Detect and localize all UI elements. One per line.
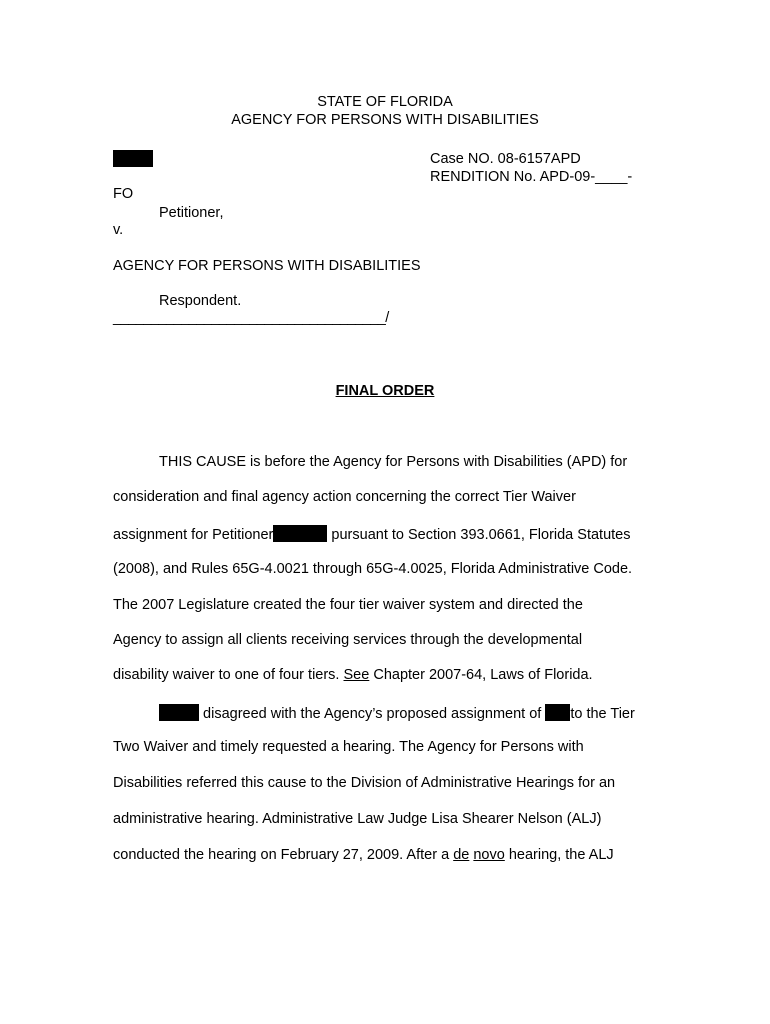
page-title: FINAL ORDER [335, 383, 435, 399]
body-line-7-end: Chapter 2007-64, Laws of Florida. [369, 667, 593, 683]
body-line-8 [159, 704, 635, 722]
body-line-12-start: conducted the hearing on February 27, 2009. After a [113, 847, 454, 863]
redaction-party-1 [159, 704, 199, 721]
body-line-7 [113, 667, 593, 683]
body-line-1: THIS CAUSE is before the Agency for Persons with Disabilities (APD) for [159, 454, 628, 470]
body-line-7-start: disability waiver to one of four tiers. [113, 667, 344, 683]
body-line-3-start: assignment for Petitioner [113, 527, 274, 543]
body-line-12 [113, 847, 614, 863]
respondent-name: AGENCY FOR PERSONS WITH DISABILITIES [113, 258, 421, 274]
body-line-9: Two Waiver and timely requested a hearing. The Agency for Persons with [113, 739, 584, 755]
body-line-10: Disabilities referred this cause to the Division of Administrative Hearings for an [113, 775, 616, 791]
see-citation: See [343, 667, 370, 683]
body-line-5: The 2007 Legislature created the four tier waiver system and directed the [113, 597, 583, 613]
petitioner-label: Petitioner, [159, 205, 224, 221]
header-state: STATE OF FLORIDA [317, 94, 453, 110]
case-number: Case NO. 08-6157APD [430, 151, 581, 167]
body-line-8-end: to the Tier [570, 706, 635, 722]
redaction-party-2 [545, 704, 570, 721]
rendition-number: RENDITION No. APD-09-____- [430, 169, 633, 185]
fo-label: FO [113, 186, 134, 202]
versus-label: v. [113, 222, 124, 238]
signature-line: ____________________________________/ [113, 310, 389, 326]
respondent-label: Respondent. [159, 293, 242, 309]
body-line-11: administrative hearing. Administrative Law Judge Lisa Shearer Nelson (ALJ) [113, 811, 602, 827]
de-novo-de: de [453, 847, 470, 863]
body-line-3 [113, 525, 630, 543]
body-line-3-end: pursuant to Section 393.0661, Florida Statutes [327, 527, 631, 543]
de-novo-novo: novo [473, 847, 505, 863]
body-line-12-end: hearing, the ALJ [504, 847, 614, 863]
body-line-8-start: disagreed with the Agency’s proposed assignment of [199, 706, 546, 722]
redaction-petitioner-inline [273, 525, 327, 542]
redaction-petitioner-name [113, 150, 153, 167]
body-line-6: Agency to assign all clients receiving services through the developmental [113, 632, 583, 648]
body-line-2: consideration and final agency action concerning the correct Tier Waiver [113, 489, 576, 505]
body-line-4: (2008), and Rules 65G-4.0021 through 65G-4.0025, Florida Administrative Code. [113, 561, 633, 577]
header-agency: AGENCY FOR PERSONS WITH DISABILITIES [231, 112, 539, 128]
